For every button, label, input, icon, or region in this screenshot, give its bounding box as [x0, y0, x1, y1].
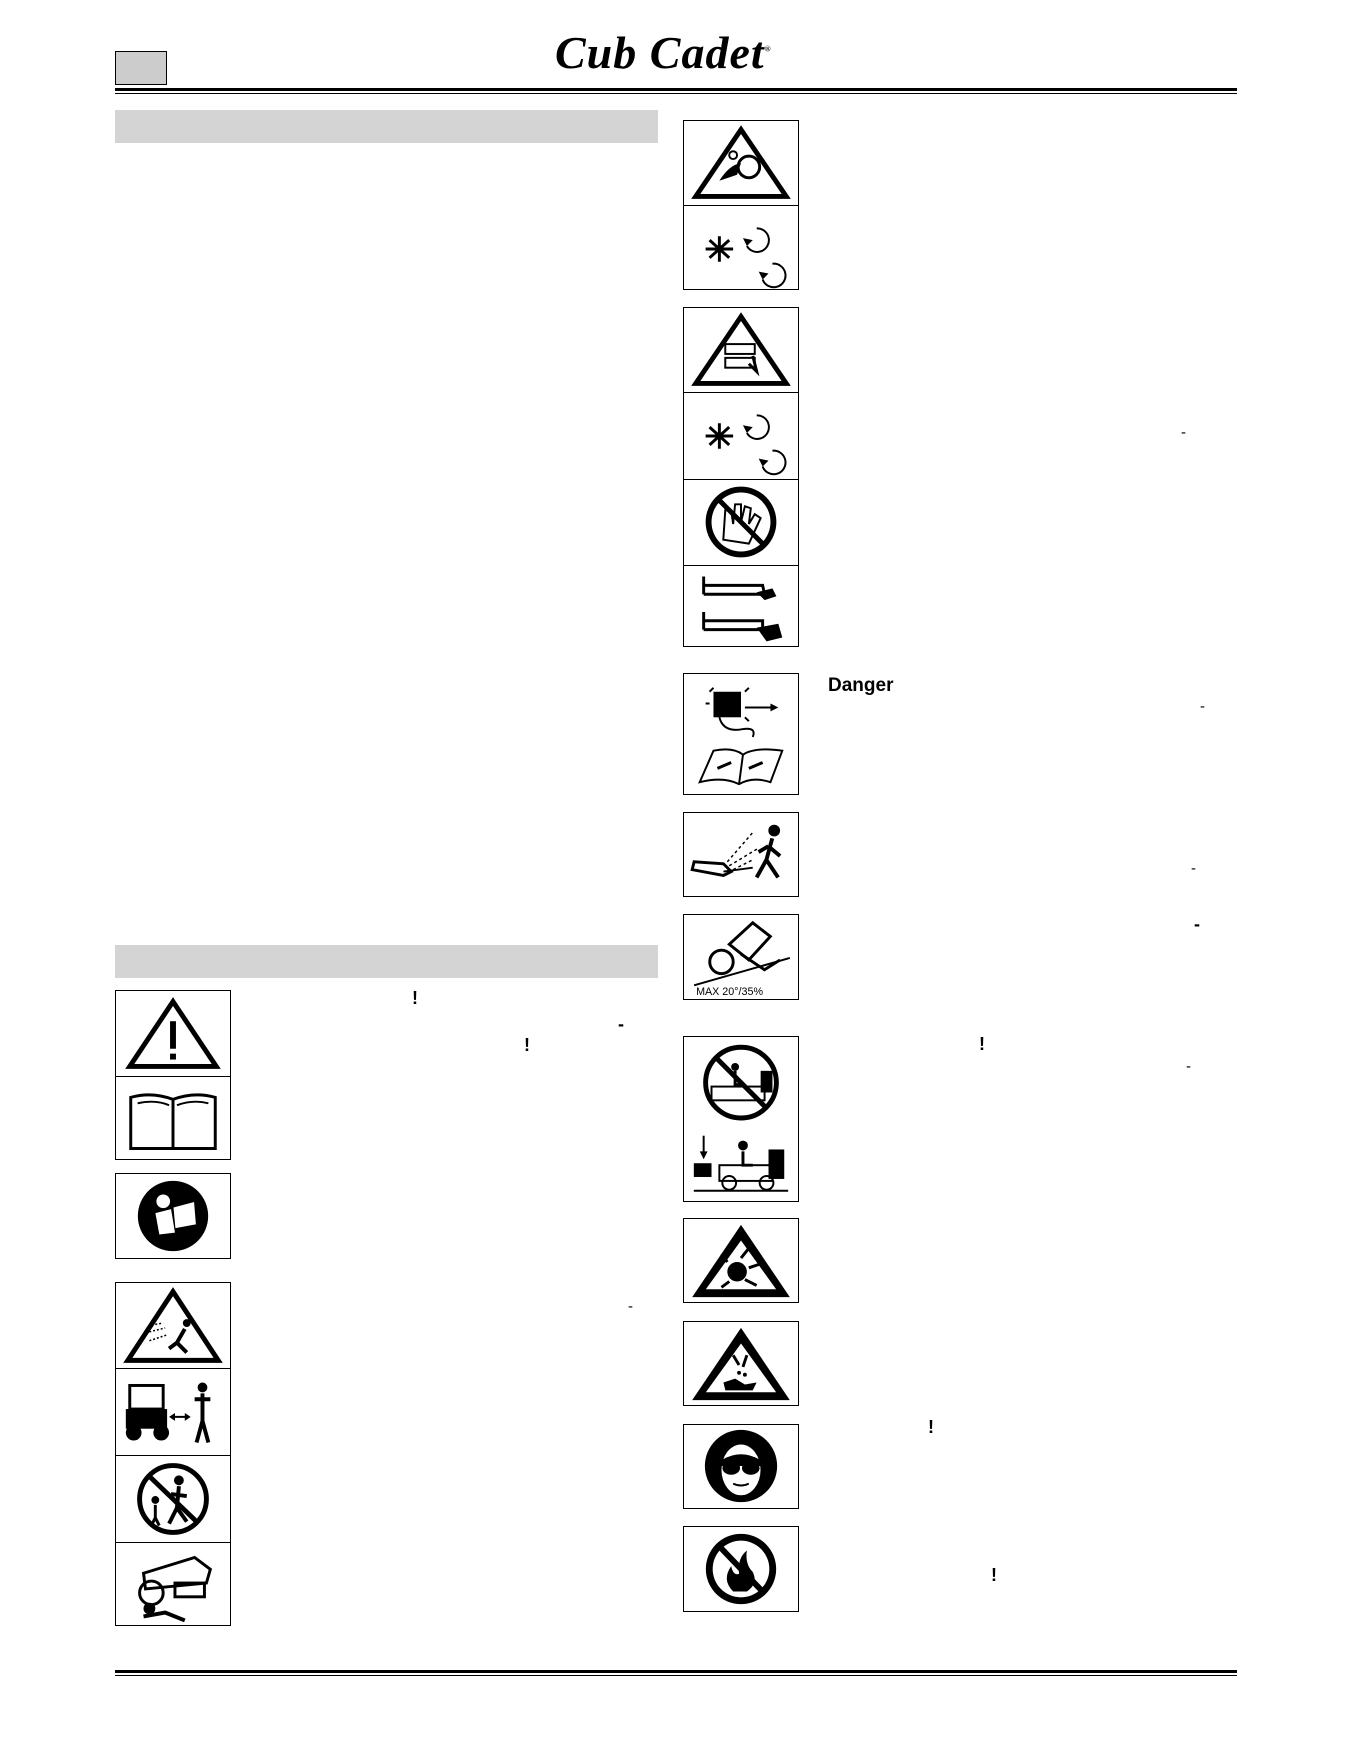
hyphen-mark: -	[618, 1014, 624, 1034]
slope-rollover-icon	[683, 914, 799, 1000]
explosion-hazard-icon	[683, 1218, 799, 1303]
slope-limit-label: MAX 20°/35%	[696, 986, 764, 999]
registered-mark: ®	[764, 44, 772, 54]
footer-rule	[115, 1670, 1237, 1673]
exclamation-mark: !	[979, 1034, 985, 1054]
hand-entanglement-warning-icon	[684, 121, 798, 205]
hyphen-mark: -	[1191, 860, 1196, 877]
page-number-box	[115, 51, 167, 85]
section-bar-2	[115, 945, 658, 978]
header-rule-thin	[115, 93, 1237, 94]
stop-rotation-icon	[684, 392, 798, 479]
service-manual-icon	[683, 673, 799, 795]
icon-group-thrown-objects	[115, 1282, 231, 1626]
read-manual-icon	[115, 1173, 231, 1259]
corrosive-hazard-icon	[683, 1321, 799, 1406]
header-rule	[115, 88, 1237, 91]
section-bar-1	[115, 110, 658, 143]
danger-heading: Danger	[828, 675, 894, 696]
footer-rule-thin	[115, 1675, 1237, 1676]
safe-distance-icon	[116, 1368, 230, 1455]
hyphen-mark: -	[1181, 424, 1186, 441]
stop-rotation-icon	[684, 205, 798, 291]
hyphen-mark: -	[1186, 1058, 1191, 1075]
exclamation-mark: !	[412, 988, 418, 1008]
brand-logo	[555, 26, 772, 79]
no-open-flame-icon	[683, 1526, 799, 1612]
icon-group-blade-hazard	[683, 307, 799, 647]
brand-name: Cub Cadet	[555, 27, 765, 78]
no-children-icon	[116, 1455, 230, 1542]
icon-group-warning-manual	[115, 990, 231, 1160]
hyphen-mark: -	[628, 1298, 633, 1315]
run-over-hazard-icon	[116, 1542, 230, 1629]
blade-cut-foot-icon	[684, 565, 798, 651]
warning-triangle-icon	[116, 991, 230, 1076]
icon-group-entanglement	[683, 120, 799, 290]
exclamation-mark: !	[524, 1035, 530, 1055]
open-book-icon	[116, 1076, 230, 1161]
blade-hazard-warning-icon	[684, 308, 798, 392]
thrown-objects-warning-icon	[116, 1283, 230, 1368]
no-passengers-icon	[683, 1036, 799, 1202]
exclamation-mark: !	[991, 1565, 997, 1585]
hyphen-mark: -	[1194, 914, 1200, 934]
hyphen-mark: -	[1200, 698, 1205, 715]
eye-protection-icon	[683, 1424, 799, 1509]
exclamation-mark: !	[928, 1417, 934, 1437]
projectile-hazard-icon	[683, 812, 799, 897]
no-touch-hand-icon	[684, 479, 798, 565]
